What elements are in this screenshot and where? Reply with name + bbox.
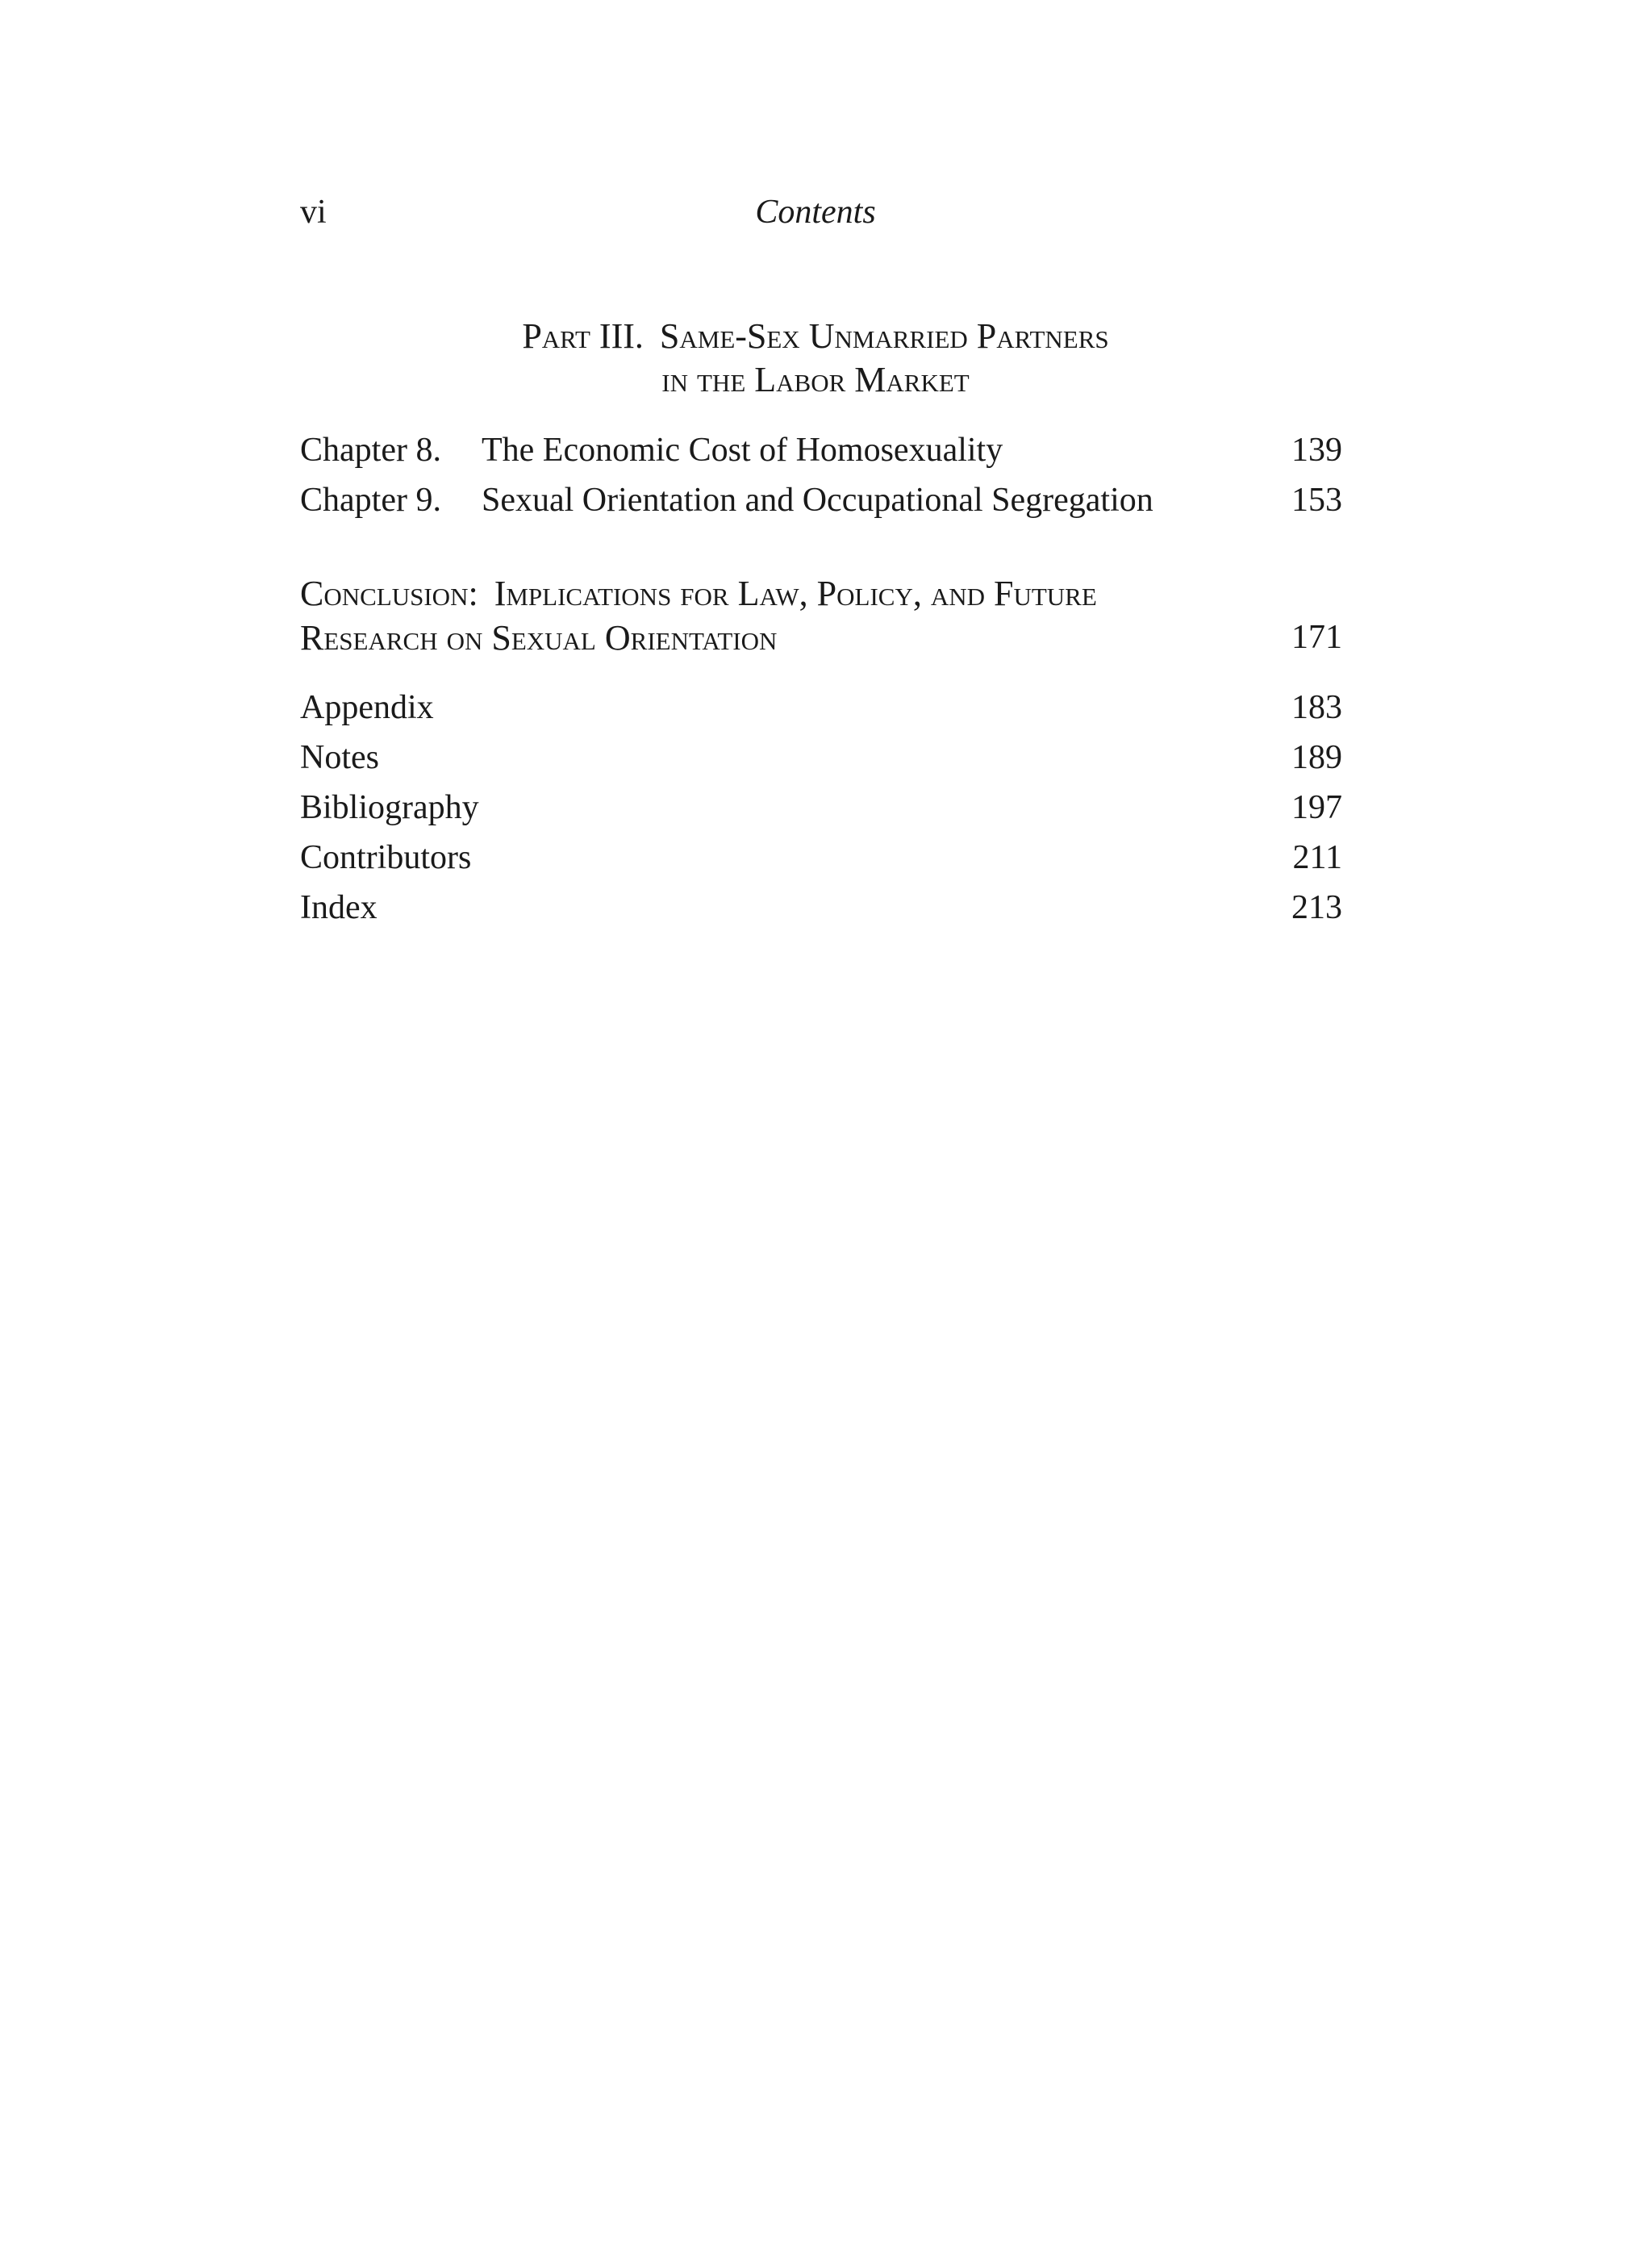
running-head-title: Contents <box>755 194 876 231</box>
page-number: vi <box>300 194 327 231</box>
toc-entry-chapter-9[interactable] <box>300 475 1342 525</box>
back-matter-page-number: 189 <box>1291 739 1342 776</box>
chapter-label: Chapter 8. <box>300 432 441 469</box>
conclusion-page-number: 171 <box>1291 619 1342 656</box>
conclusion-title-line-1: Implications for Law, Policy, and Future <box>494 574 1097 613</box>
part-heading <box>0 315 1631 402</box>
back-matter-title: Index <box>300 889 378 926</box>
conclusion-label: Conclusion: <box>300 574 478 613</box>
part-label: Part III. <box>522 316 644 356</box>
back-matter-title: Contributors <box>300 839 472 876</box>
back-matter-page-number: 213 <box>1291 889 1342 926</box>
chapter-title: The Economic Cost of Homosexuality <box>482 432 1003 469</box>
part-title-line-1: Same-Sex Unmarried Partners <box>659 316 1109 356</box>
part-title-line-2: in the Labor Market <box>661 360 970 399</box>
chapter-page-number: 139 <box>1291 432 1342 469</box>
back-matter-page-number: 183 <box>1291 689 1342 726</box>
toc-entry-notes[interactable] <box>300 733 1342 783</box>
back-matter-page-number: 197 <box>1291 789 1342 826</box>
chapter-page-number: 153 <box>1291 482 1342 519</box>
toc-entry-bibliography[interactable] <box>300 783 1342 833</box>
chapter-title: Sexual Orientation and Occupational Segregation <box>482 482 1153 519</box>
back-matter-page-number: 211 <box>1292 839 1342 876</box>
back-matter-title: Appendix <box>300 689 434 726</box>
part-heading-line-1 <box>0 315 1631 358</box>
back-matter-title: Notes <box>300 739 379 776</box>
back-matter-title: Bibliography <box>300 789 479 826</box>
toc-entry-contributors[interactable] <box>300 833 1342 883</box>
toc-entry-appendix[interactable] <box>300 683 1342 733</box>
chapter-label: Chapter 9. <box>300 482 441 519</box>
toc-entry-conclusion[interactable] <box>300 571 1342 660</box>
conclusion-line-1 <box>300 571 1342 616</box>
toc-entry-index[interactable] <box>300 883 1342 933</box>
conclusion-title-line-2: Research on Sexual Orientation <box>300 618 778 658</box>
toc-entry-chapter-8[interactable] <box>300 425 1342 475</box>
